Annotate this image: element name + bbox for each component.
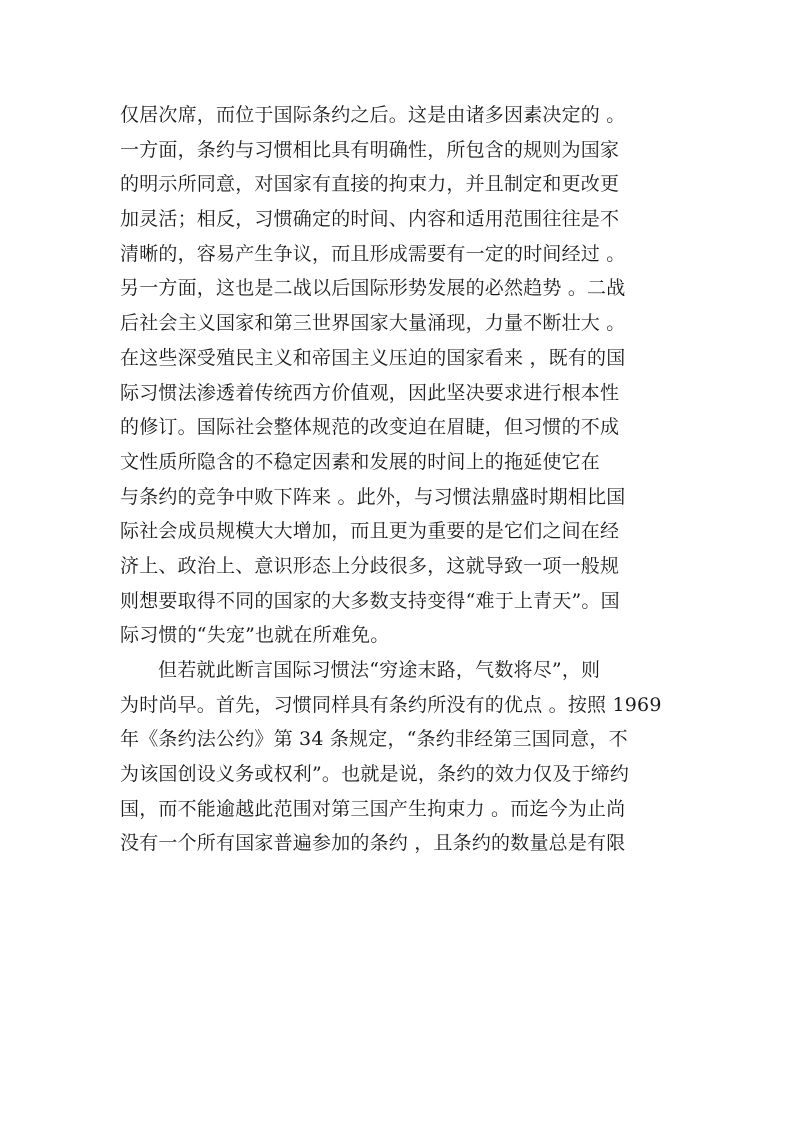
text-line: 一方面，条约与习惯相比具有明确性，所包含的规则为国家 [120, 138, 620, 161]
text-line: 另一方面，这也是二战以后国际形势发展的必然趋势 。二战 [120, 277, 626, 300]
text-line: 为该国创设义务或权利”。也就是说，条约的效力仅及于缔约 [120, 763, 630, 786]
text-line: 与条约的竞争中败下阵来 。此外，与习惯法鼎盛时期相比国 [120, 485, 626, 508]
text-line: 没有一个所有国家普遍参加的条约 ，且条约的数量总是有限 [120, 832, 626, 855]
text-line: 国，而不能逾越此范围对第三国产生拘束力 。而迄今为止尚 [120, 797, 626, 820]
document-body [120, 98, 676, 861]
paragraph-2 [120, 653, 676, 861]
paragraph-1 [120, 98, 676, 653]
text-line: 则想要取得不同的国家的大多数支持变得“难于上青天”。国 [120, 589, 620, 612]
text-line: 仅居次席，而位于国际条约之后。这是由诸多因素决定的 。 [120, 104, 626, 126]
text-line-indented: 但若就此断言国际习惯法“穷途末路，气数将尽”，则 [158, 659, 601, 681]
text-line: 年《条约法公约》第 34 条规定，“条约非经第三国同意，不 [120, 728, 628, 751]
text-line: 加灵活；相反，习惯确定的时间、内容和适用范围往往是不 [120, 208, 620, 231]
text-line: 际习惯的“失宠”也就在所难免。 [120, 624, 390, 647]
text-line: 为时尚早。首先，习惯同样具有条约所没有的优点 。按照 1969 [120, 693, 662, 716]
text-line: 清晰的，容易产生争议，而且形成需要有一定的时间经过 。 [120, 242, 626, 265]
text-line: 济上、政治上、意识形态上分歧很多，这就导致一项一般规 [120, 554, 620, 577]
text-line: 的明示所同意，对国家有直接的拘束力，并且制定和更改更 [120, 173, 620, 196]
text-line: 际习惯法渗透着传统西方价值观，因此坚决要求进行根本性 [120, 381, 620, 404]
text-line: 后社会主义国家和第三世界国家大量涌现，力量不断壮大 。 [120, 312, 626, 335]
text-line: 际社会成员规模大大增加，而且更为重要的是它们之间在经 [120, 520, 620, 543]
text-line: 文性质所隐含的不稳定因素和发展的时间上的拖延使它在 [120, 450, 601, 473]
text-line: 的修订。国际社会整体规范的改变迫在眉睫，但习惯的不成 [120, 416, 620, 439]
text-line: 在这些深受殖民主义和帝国主义压迫的国家看来 ，既有的国 [120, 346, 626, 369]
